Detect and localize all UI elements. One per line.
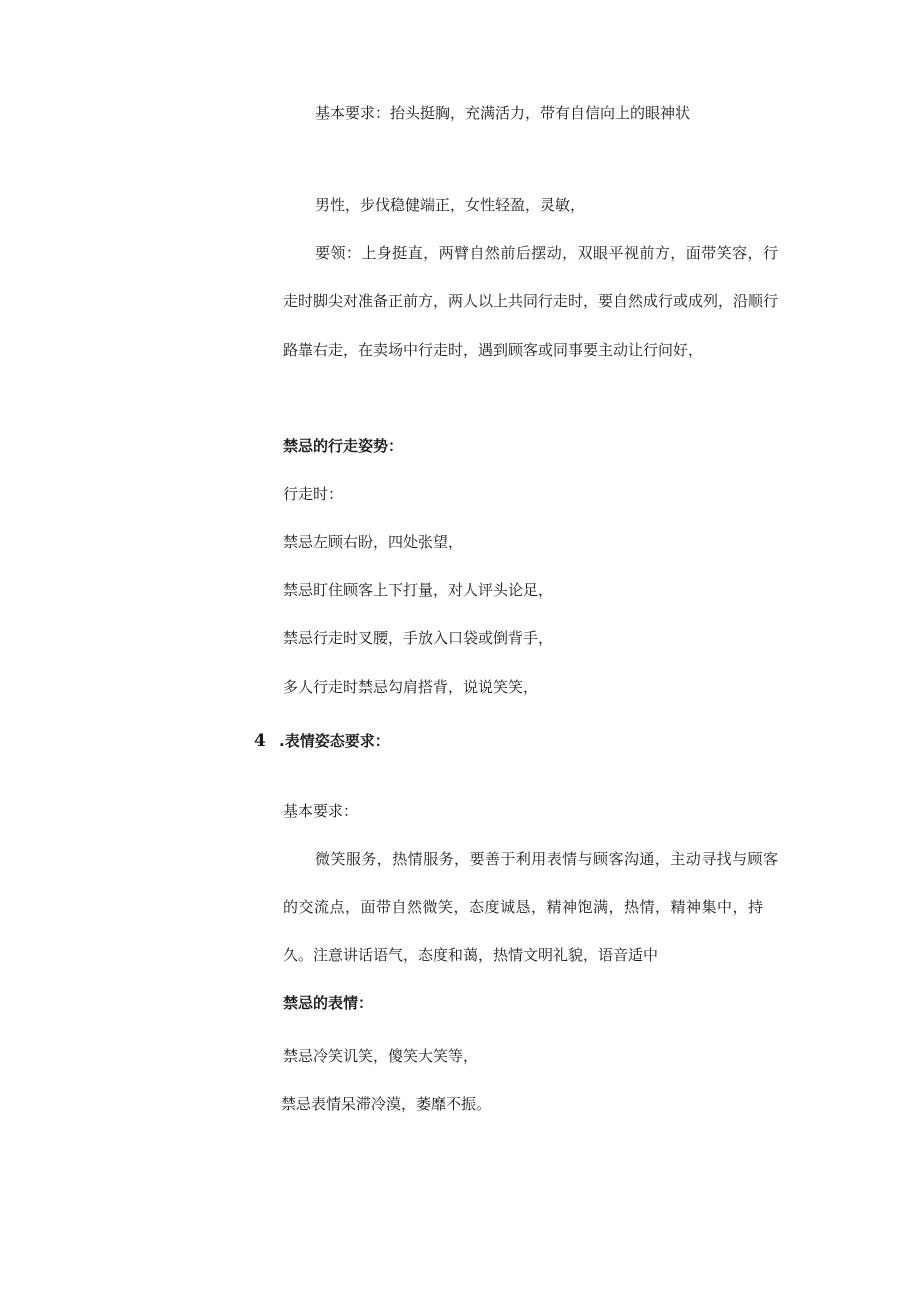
walking-taboo-item: 禁忌左顾右盼，四处张望， bbox=[283, 533, 464, 551]
walking-taboo-item: 多人行走时禁忌勾肩搭背，说说笑笑， bbox=[283, 678, 539, 696]
expression-paragraph-line-2: 的交流点，面带自然微笑，态度诚恳，精神饱满，热情，精神集中，持 bbox=[283, 898, 763, 916]
expression-taboo-item: 禁忌冷笑讥笑，傻笑大笑等， bbox=[283, 1047, 479, 1065]
section-title: .表情姿态要求： bbox=[279, 732, 390, 750]
expression-paragraph-line-3: 久。注意讲话语气，态度和蔼，热情文明礼貌，语音适中 bbox=[283, 946, 659, 964]
walking-gait: 男性，步伐稳健端正，女性轻盈，灵敏， bbox=[315, 196, 586, 214]
expression-basic-label: 基本要求： bbox=[283, 802, 359, 820]
walking-key-points-line-3: 路靠右走，在卖场中行走时，遇到顾客或同事要主动让行问好， bbox=[283, 341, 704, 359]
walking-basic-requirement: 基本要求：抬头挺胸，充满活力，带有自信向上的眼神状 bbox=[315, 104, 691, 122]
expression-taboo-item: 禁忌表情呆滞冷漠，萎靡不振。 bbox=[281, 1095, 492, 1113]
walking-key-points-line-1: 要领：上身挺直，两臂自然前后摆动，双眼平视前方，面带笑容，行 bbox=[315, 244, 778, 262]
expression-paragraph-line-1: 微笑服务，热情服务，要善于利用表情与顾客沟通，主动寻找与顾客 bbox=[315, 850, 778, 868]
walking-taboo-intro: 行走时： bbox=[283, 485, 344, 503]
walking-taboo-item: 禁忌盯住顾客上下打量，对人评头论足， bbox=[283, 581, 554, 599]
walking-taboo-item: 禁忌行走时叉腰，手放入口袋或倒背手， bbox=[283, 629, 554, 647]
walking-taboo-heading: 禁忌的行走姿势： bbox=[283, 437, 404, 455]
walking-key-points-line-2: 走时脚尖对准备正前方，两人以上共同行走时，要自然成行或成列，沿顺行 bbox=[283, 292, 779, 310]
expression-taboo-heading: 禁忌的表情： bbox=[283, 994, 374, 1012]
section-number: 4 bbox=[254, 731, 266, 751]
